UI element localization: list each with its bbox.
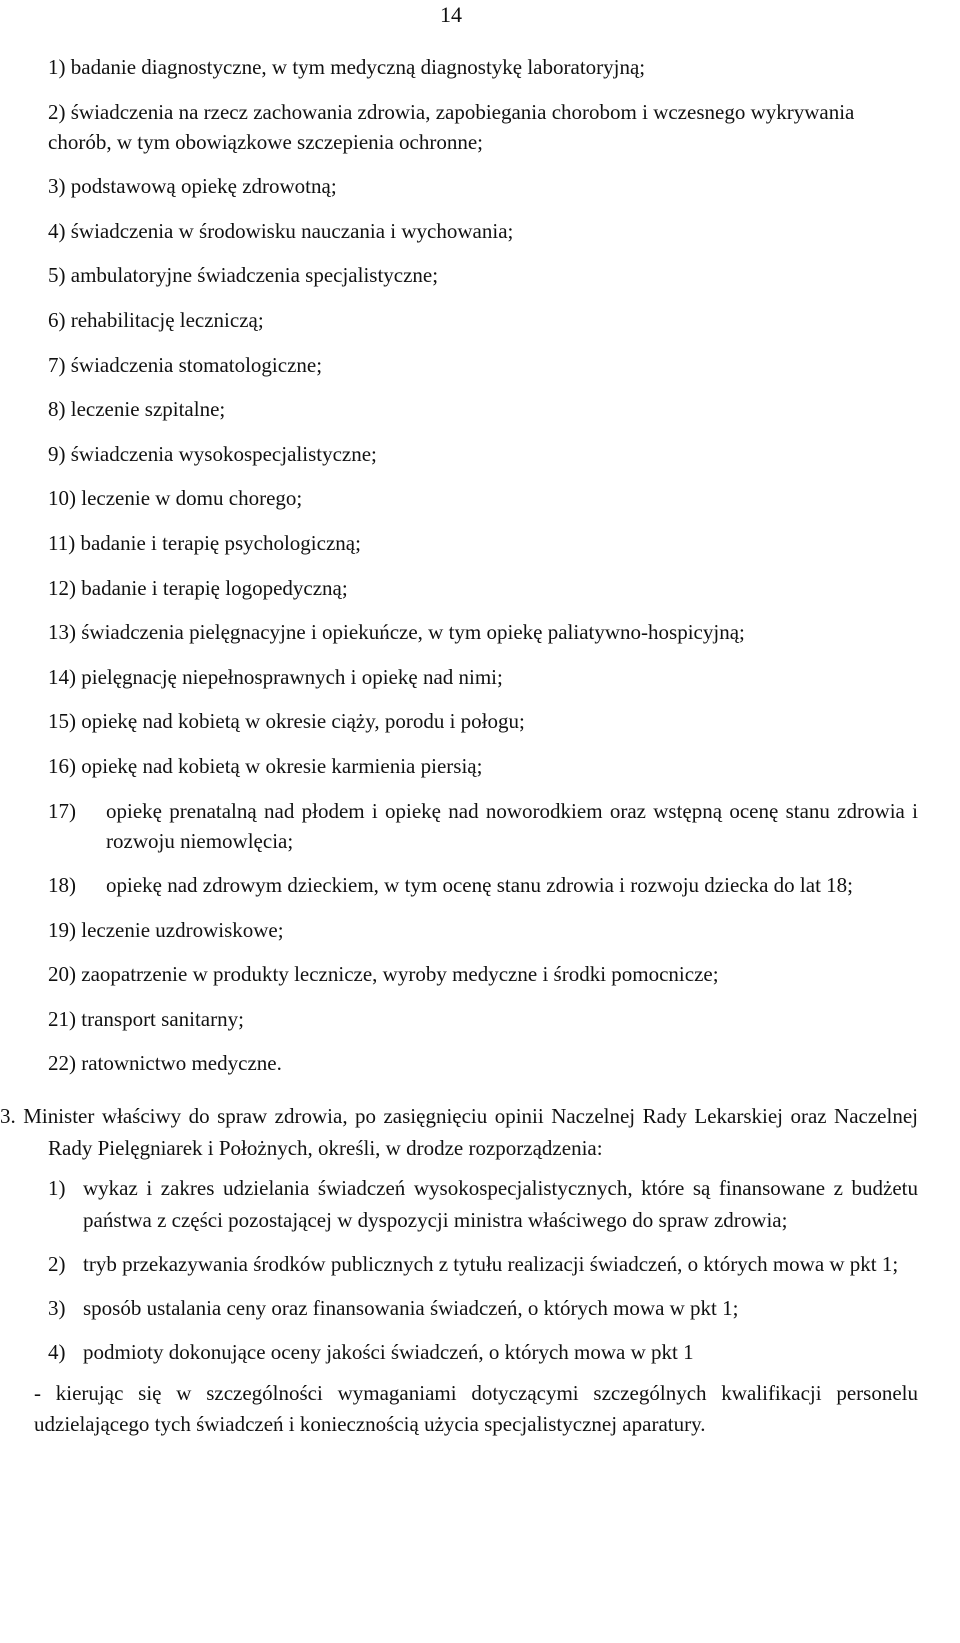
list-item: 11) badanie i terapię psychologiczną; bbox=[48, 530, 361, 555]
sublist-item bbox=[48, 1336, 918, 1368]
list-item: 5) ambulatoryjne świadczenia specjalistyczne; bbox=[48, 263, 439, 288]
list-item-text: opiekę prenatalną nad płodem i opiekę nad noworodkiem oraz wstępną ocenę stanu zdrowia i rozwoju niemowlęcia; bbox=[106, 798, 918, 853]
sublist-item-text: wykaz i zakres udzielania świadczeń wysokospecjalistycznych, które są finansowane z budżetu państwa z części pozostającej w dyspozycji ministra właściwego do spraw zdrowia; bbox=[83, 1176, 918, 1232]
list-item: 19) leczenie uzdrowiskowe; bbox=[48, 917, 284, 942]
sublist-item bbox=[48, 1292, 918, 1324]
list-item bbox=[48, 796, 918, 856]
list-item: 14) pielęgnację niepełnosprawnych i opiekę nad nimi; bbox=[48, 664, 503, 689]
list-item: 10) leczenie w domu chorego; bbox=[48, 486, 303, 511]
list-item: 6) rehabilitację leczniczą; bbox=[48, 307, 264, 332]
list-item: 15) opiekę nad kobietą w okresie ciąży, porodu i połogu; bbox=[48, 709, 525, 734]
sublist-item bbox=[48, 1248, 918, 1280]
sublist-item-text: sposób ustalania ceny oraz finansowania świadczeń, o których mowa w pkt 1; bbox=[83, 1296, 739, 1320]
list-item: 3) podstawową opiekę zdrowotną; bbox=[48, 174, 337, 199]
list-item: 13) świadczenia pielęgnacyjne i opiekuńcze, w tym opiekę paliatywno-hospicyjną; bbox=[48, 620, 745, 645]
list-item: 21) transport sanitarny; bbox=[48, 1006, 244, 1031]
list-item: 4) świadczenia w środowisku nauczania i wychowania; bbox=[48, 218, 514, 243]
list-item: 12) badanie i terapię logopedyczną; bbox=[48, 575, 348, 600]
sublist-item-text: podmioty dokonujące oceny jakości świadczeń, o których mowa w pkt 1 bbox=[83, 1340, 694, 1364]
services-list bbox=[48, 52, 918, 1093]
list-item bbox=[48, 870, 918, 900]
section-3-intro: 3. Minister właściwy do spraw zdrowia, po zasięgnięciu opinii Naczelnej Rady Lekarskiej oraz Naczelnej Rady Pielęgniarek i Położnych, określi, w drodze rozporządzenia: bbox=[0, 1104, 918, 1160]
sublist-item-text: tryb przekazywania środków publicznych z tytułu realizacji świadczeń, o których mowa w pkt 1; bbox=[83, 1252, 899, 1276]
list-item: 9) świadczenia wysokospecjalistyczne; bbox=[48, 441, 377, 466]
page-number: 14 bbox=[440, 2, 462, 27]
list-item: 22) ratownictwo medyczne. bbox=[48, 1051, 282, 1076]
sublist-item-number: 2) bbox=[48, 1252, 66, 1276]
sublist-item bbox=[48, 1172, 918, 1236]
sublist-item-number: 1) bbox=[48, 1176, 66, 1200]
section-3-closing: - kierując się w szczególności wymaganiami dotyczącymi szczególnych kwalifikacji personelu udzielającego tych świadczeń i koniecznością użycia specjalistycznej aparatury. bbox=[34, 1381, 918, 1436]
list-item-number: 18) bbox=[48, 873, 76, 898]
list-item: 7) świadczenia stomatologiczne; bbox=[48, 352, 323, 377]
section-3 bbox=[0, 1100, 918, 1440]
sublist-item-number: 4) bbox=[48, 1340, 66, 1364]
section-3-sublist bbox=[48, 1172, 918, 1368]
sublist-item-number: 3) bbox=[48, 1296, 66, 1320]
list-item-text: opiekę nad zdrowym dzieckiem, w tym ocenę stanu zdrowia i rozwoju dziecka do lat 18; bbox=[106, 873, 853, 898]
list-item: 1) badanie diagnostyczne, w tym medyczną diagnostykę laboratoryjną; bbox=[48, 55, 646, 79]
list-item: 2) świadczenia na rzecz zachowania zdrowia, zapobiegania chorobom i wczesnego wykrywania chorób, w tym obowiązkowe szczepienia ochronne; bbox=[48, 99, 855, 154]
list-item: 8) leczenie szpitalne; bbox=[48, 397, 226, 422]
list-item-number: 17) bbox=[48, 798, 76, 823]
list-item: 16) opiekę nad kobietą w okresie karmienia piersią; bbox=[48, 753, 483, 778]
list-item: 20) zaopatrzenie w produkty lecznicze, wyroby medyczne i środki pomocnicze; bbox=[48, 962, 719, 987]
